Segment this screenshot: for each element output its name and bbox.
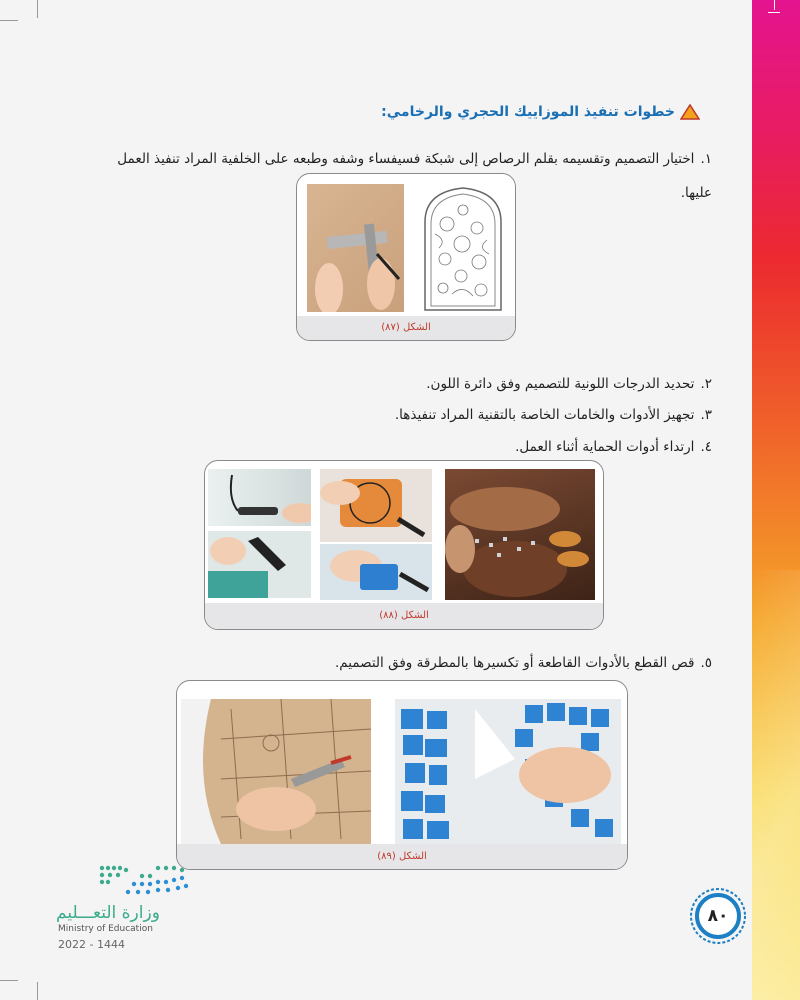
figure-88 <box>204 460 604 630</box>
caption-89: الشكل (٨٩) <box>177 844 627 869</box>
caption-88: الشكل (٨٨) <box>205 603 603 629</box>
ministry-name-english: Ministry of Education <box>58 924 153 934</box>
warning-triangle-icon <box>680 104 700 120</box>
crop-mark <box>768 12 780 13</box>
step-2: ٢.تحديد الدرجات اللونية للتصميم وفق دائرة اللون. <box>426 376 712 392</box>
photo-tile-cutting-blue <box>320 544 432 600</box>
photo-nipper-tool <box>208 469 311 526</box>
crop-mark <box>774 0 775 10</box>
ministry-logo-dots <box>98 864 190 896</box>
page-number: ٨٠ <box>695 893 741 939</box>
step-4: ٤.ارتداء أدوات الحماية أثناء العمل. <box>515 439 712 455</box>
crop-mark <box>0 980 18 981</box>
step-1-continuation: عليها. <box>680 185 712 201</box>
section-heading <box>381 104 700 120</box>
heading-text: خطوات تنفيذ الموزاييك الحجري والرخامي: <box>381 104 675 120</box>
photo-nipping-tile <box>181 699 371 844</box>
step-3: ٣.تجهيز الأدوات والخامات الخاصة بالتقنية المراد تنفيذها. <box>394 407 712 423</box>
photo-cutting-glass <box>208 531 311 598</box>
decorative-side-stripe <box>752 0 800 1000</box>
figure-89 <box>176 680 628 870</box>
photo-tile-cutting-orange <box>320 469 432 542</box>
caption-87: الشكل (٨٧) <box>297 316 515 340</box>
photo-mosaic-design-sketch <box>417 184 509 312</box>
ministry-name-arabic: وزارة التعـــليم <box>56 903 160 923</box>
photo-ruler-drawing <box>307 184 404 312</box>
academic-year: 2022 - 1444 <box>58 938 125 951</box>
photo-placing-blue-tiles <box>395 699 621 844</box>
crop-mark <box>0 20 18 21</box>
photo-mosaic-craftsman <box>445 469 595 600</box>
crop-mark <box>37 982 38 1000</box>
step-1: ١.اختيار التصميم وتقسيمه بقلم الرصاص إلى شبكة فسيفساء وشفه وطبعه على الخلفية المراد تنفيذ العمل <box>117 151 712 167</box>
step-5: ٥.قص القطع بالأدوات القاطعة أو تكسيرها بالمطرقة وفق التصميم. <box>334 655 712 671</box>
figure-87 <box>296 173 516 341</box>
crop-mark <box>37 0 38 18</box>
